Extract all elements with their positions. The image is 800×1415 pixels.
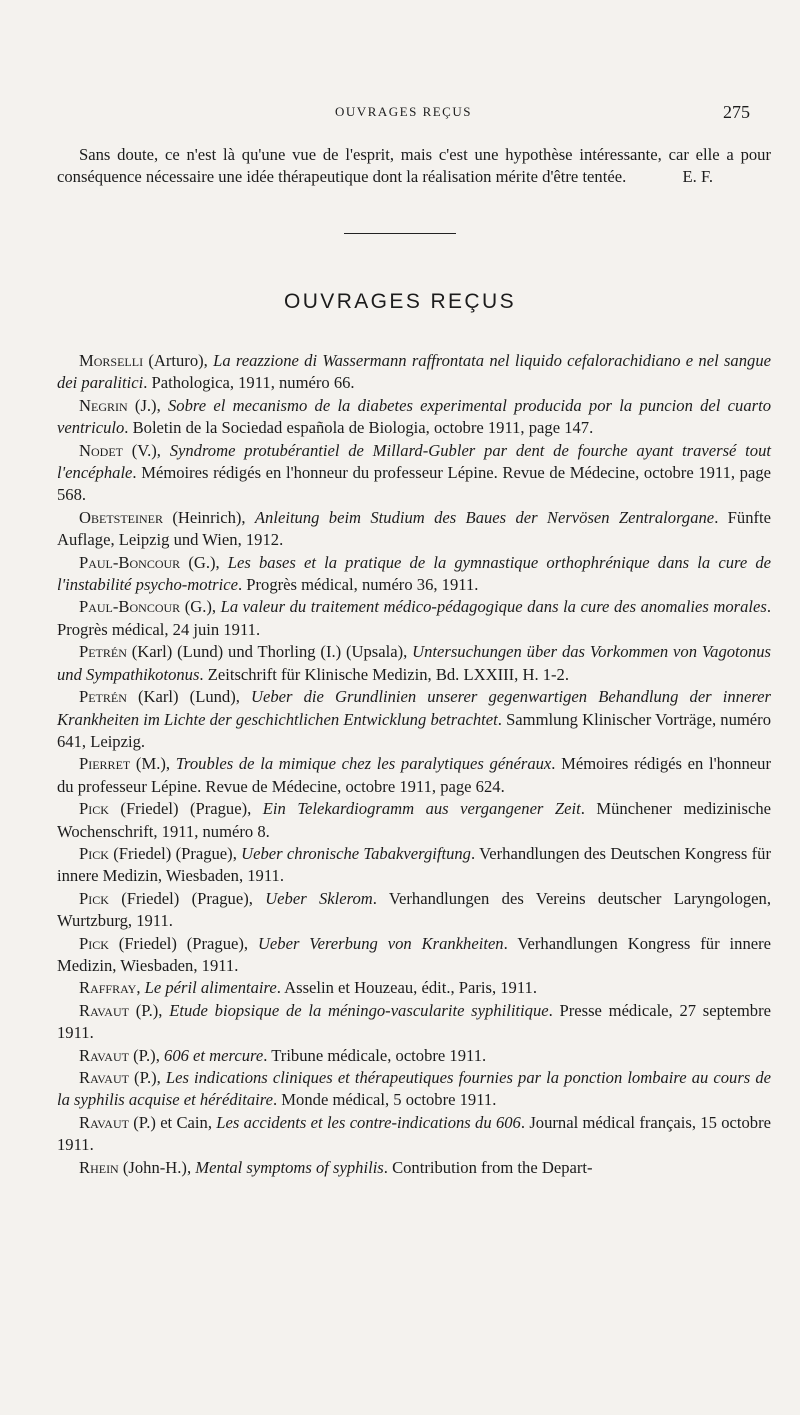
bibliography-entry <box>57 977 771 999</box>
entry-title: Sobre el mecanismo de la diabetes experimental producida por la puncion del cuarto ventriculo <box>57 395 771 438</box>
entry-detail: (P.), <box>128 1000 170 1020</box>
entry-title: La valeur du traitement médico-pédagogique dans la cure des anomalies morales <box>220 597 767 617</box>
bibliography-entry <box>57 552 771 597</box>
entry-title: Les accidents et les contre-indications du 606 <box>216 1112 521 1132</box>
entry-detail: (Karl) (Lund) und Thorling (I.) (Upsala), <box>126 642 413 662</box>
entry-title: Mental symptoms of syphilis <box>195 1157 384 1177</box>
section-divider <box>344 233 456 234</box>
entry-title: Ueber chronische Tabakvergiftung <box>241 843 471 863</box>
entry-publication: . Sammlung Klinischer Vorträge, numéro 641, Leipzig. <box>57 709 771 751</box>
entry-author: Negrin <box>79 395 128 415</box>
entry-title: Ueber Sklerom <box>265 888 373 908</box>
entry-title: Ueber die Grundlinien unserer gegenwartigen Behandlung der innerer Krankheiten im Lichte der geschichtlichen Entwicklung betrachtet <box>57 687 771 729</box>
entry-author: Paul-Boncour <box>79 597 181 617</box>
entry-title: Les indications cliniques et thérapeutiques fournies par la ponction lombaire au cours de la syphilis acquise et héréditaire <box>57 1068 771 1110</box>
bibliography-entry <box>57 641 771 686</box>
entry-detail: (P.), <box>128 1068 166 1087</box>
entry-author: Pick <box>79 799 109 819</box>
bibliography-entry <box>57 395 771 440</box>
running-head <box>57 104 750 126</box>
entry-title: La reazzione di Wassermann raffrontata nel liquido cefalorachidiano e nel sangue dei paralitici <box>57 351 771 393</box>
entry-detail: (P.) et Cain, <box>128 1112 217 1132</box>
entry-publication: . Pathologica, 1911, numéro 66. <box>143 373 355 393</box>
entry-publication: . Verhandlungen Kongress für innere Medizin, Wiesbaden, 1911. <box>57 933 771 975</box>
page-number: 275 <box>723 102 750 122</box>
entry-title: Le péril alimentaire <box>144 978 277 998</box>
entry-publication: . Tribune médicale, octobre 1911. <box>263 1045 487 1065</box>
entry-detail: (J.), <box>127 395 168 415</box>
intro-text: Sans doute, ce n'est là qu'une vue de l'esprit, mais c'est une hypothèse intéressante, car elle a pour conséquence nécessaire une idée thérapeutique dont la réalisation mérite d'être tentée. <box>57 145 771 187</box>
entry-title: Ein Telekardiogramm aus vergangener Zeit <box>262 799 581 819</box>
bibliography-entry <box>57 1045 771 1067</box>
entry-publication: . Presse médicale, 27 septembre 1911. <box>57 1000 771 1043</box>
entry-detail: (Friedel) (Prague), <box>108 888 266 908</box>
entry-author: Pick <box>79 888 109 908</box>
entry-author: Pick <box>79 933 109 953</box>
entry-detail: (V.), <box>122 440 170 460</box>
bibliography-entry <box>57 1112 771 1157</box>
entry-detail: (P.), <box>128 1045 165 1065</box>
entry-detail: (Friedel) (Prague), <box>108 843 242 863</box>
bibliography-entry <box>57 843 771 888</box>
intro-paragraph <box>57 144 771 189</box>
bibliography-entry <box>57 933 771 978</box>
entry-publication: . Münchener medizinische Wochenschrift, 1911, numéro 8. <box>57 799 771 841</box>
entry-publication: . Mémoires rédigés en l'honneur du professeur Lépine. Revue de Médecine, octobre 1911, page 568. <box>57 463 771 505</box>
entry-author: Ravaut <box>79 1068 129 1087</box>
entry-title: Ueber Vererbung von Krankheiten <box>257 933 504 953</box>
entry-author: Pick <box>79 843 109 863</box>
entry-detail: , <box>136 978 145 998</box>
signature: E. F. <box>682 167 713 187</box>
entry-publication: . Verhandlungen des Vereins deutscher Laryngologen, Wurtzburg, 1911. <box>57 888 771 931</box>
bibliography-entry <box>57 1067 771 1112</box>
entry-title: Etude biopsique de la méningo-vascularite syphilitique <box>169 1000 549 1020</box>
entry-publication: . Zeitschrift für Klinische Medizin, Bd. LXXIII, H. 1-2. <box>199 664 570 684</box>
bibliography-entry <box>57 1000 771 1045</box>
entry-detail: (Arturo), <box>143 351 214 370</box>
bibliography-entry <box>57 1157 771 1179</box>
entry-author: Nodet <box>79 440 123 460</box>
entry-title: Troubles de la mimique chez les paralytiques généraux <box>175 754 552 774</box>
entry-author: Raffray <box>79 978 137 998</box>
entry-publication: . Journal médical français, 15 octobre 1911. <box>57 1112 771 1155</box>
entry-detail: (Friedel) (Prague), <box>108 933 258 953</box>
bibliography-entry <box>57 350 771 395</box>
entry-author: Paul-Boncour <box>79 552 181 572</box>
section-title: OUVRAGES REÇUS <box>284 290 516 313</box>
bibliography-entry <box>57 440 771 507</box>
entry-detail: (John-H.), <box>118 1157 196 1177</box>
running-title: OUVRAGES REÇUS <box>335 104 472 119</box>
entry-title: 606 et mercure <box>164 1045 264 1065</box>
bibliography-list <box>57 350 771 1179</box>
entry-author: Pierret <box>79 754 131 774</box>
entry-detail: (M.), <box>130 754 176 774</box>
entry-publication: . Mémoires rédigés en l'honneur du professeur Lépine. Revue de Médecine, octobre 1911, page 624. <box>57 754 771 796</box>
entry-author: Obetsteiner <box>79 507 163 527</box>
bibliography-entry <box>57 753 771 798</box>
entry-publication: . Contribution from the Depart- <box>383 1157 593 1177</box>
entry-author: Rhein <box>79 1157 119 1177</box>
bibliography-entry <box>57 596 771 641</box>
entry-publication: . Monde médical, 5 octobre 1911. <box>273 1090 497 1110</box>
entry-publication: . Fünfte Auflage, Leipzig und Wien, 1912. <box>57 507 771 550</box>
entry-detail: (G.), <box>180 597 221 617</box>
entry-detail: (Karl) (Lund), <box>126 687 252 707</box>
entry-author: Ravaut <box>79 1000 129 1020</box>
entry-title: Syndrome protubérantiel de Millard-Gubler par dent de fourche ayant traversé tout l'encéphale <box>57 440 771 483</box>
entry-title: Anleitung beim Studium des Baues der Nervösen Zentralorgane <box>254 507 715 527</box>
entry-publication: . Asselin et Houzeau, édit., Paris, 1911. <box>276 978 537 998</box>
bibliography-entry <box>57 507 771 552</box>
entry-detail: (Heinrich), <box>162 507 255 527</box>
entry-author: Ravaut <box>79 1112 129 1132</box>
entry-detail: (G.), <box>180 552 228 572</box>
bibliography-entry <box>57 888 771 933</box>
entry-publication: . Boletin de la Sociedad española de Biologia, octobre 1911, page 147. <box>124 418 594 438</box>
entry-publication: . Progrès médical, 24 juin 1911. <box>57 597 771 639</box>
entry-title: Les bases et la pratique de la gymnastique orthophrénique dans la cure de l'instabilité psycho-motrice <box>57 552 771 595</box>
bibliography-entry <box>57 798 771 843</box>
entry-publication: . Progrès médical, numéro 36, 1911. <box>237 575 479 595</box>
entry-title: Untersuchungen über das Vorkommen von Vagotonus und Sympathikotonus <box>57 642 771 684</box>
entry-detail: (Friedel) (Prague), <box>108 799 263 819</box>
entry-author: Ravaut <box>79 1045 129 1065</box>
entry-author: Petrén <box>79 642 127 662</box>
bibliography-entry <box>57 686 771 753</box>
entry-author: Morselli <box>79 351 144 370</box>
entry-publication: . Verhandlungen des Deutschen Kongress für innere Medizin, Wiesbaden, 1911. <box>57 843 771 886</box>
entry-author: Petrén <box>79 687 127 707</box>
